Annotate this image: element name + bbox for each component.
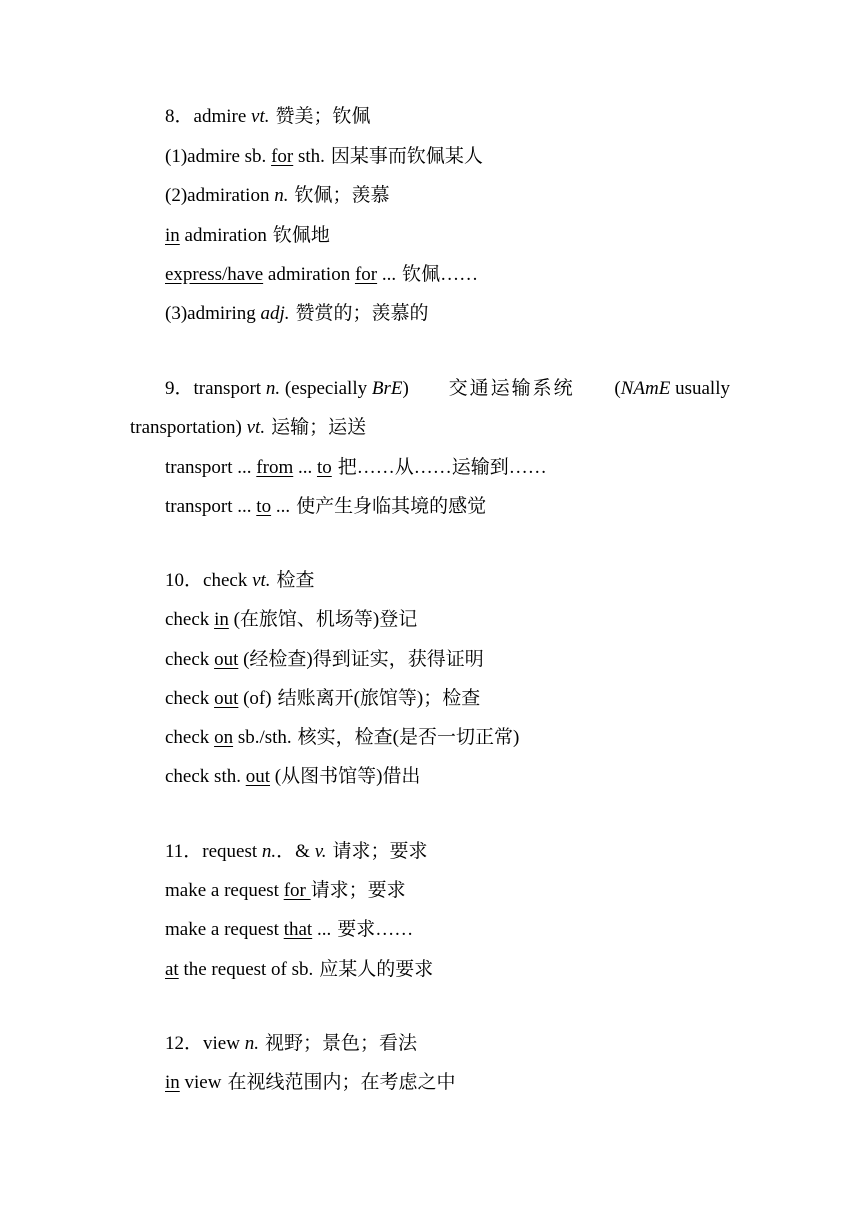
part-of-speech: n. bbox=[265, 378, 281, 399]
entry-8-line-1 bbox=[165, 145, 483, 169]
chinese-gloss: 把……从……运输到…… bbox=[337, 457, 547, 478]
phrase-text: ... bbox=[293, 457, 317, 478]
phrase-text: sb./sth. bbox=[233, 727, 292, 748]
entry-number: 10． bbox=[165, 570, 204, 591]
entry-8-line-3 bbox=[165, 224, 330, 248]
phrase-text: admiration bbox=[263, 264, 355, 285]
entry-11-line-2 bbox=[165, 918, 413, 942]
chinese-gloss: 请求；要求 bbox=[310, 880, 406, 901]
chinese-gloss: 结账离开(旅馆等)；检查 bbox=[277, 688, 481, 709]
headword: transport bbox=[193, 378, 266, 399]
entry-12-heading bbox=[165, 1032, 417, 1056]
phrase-text: admiration bbox=[179, 225, 267, 246]
underlined-word: to bbox=[316, 457, 332, 478]
underlined-word: out bbox=[245, 766, 271, 787]
entry-11-line-1 bbox=[165, 879, 406, 903]
entry-10-line-2 bbox=[165, 648, 484, 672]
part-of-speech: vt. bbox=[246, 417, 266, 438]
heading-right bbox=[614, 377, 730, 401]
phrase-text: (从图书馆等)借出 bbox=[270, 766, 421, 787]
part-of-speech: vt. bbox=[251, 106, 270, 127]
entry-8-line-2 bbox=[165, 184, 389, 208]
underlined-word: in bbox=[165, 225, 180, 246]
chinese-gloss: 钦佩地 bbox=[272, 225, 330, 246]
part-of-speech: v. bbox=[314, 841, 327, 862]
underlined-word: for bbox=[283, 880, 311, 901]
heading-left bbox=[165, 377, 409, 401]
entry-12-line-1 bbox=[165, 1071, 455, 1095]
phrase-text: ... bbox=[312, 919, 332, 940]
phrase-text: (3)admiring bbox=[165, 303, 261, 324]
phrase-text: sth. bbox=[293, 146, 325, 167]
chinese-gloss: 因某事而钦佩某人 bbox=[330, 146, 483, 167]
chinese-gloss: 赞美；钦佩 bbox=[275, 106, 371, 127]
headword: view bbox=[203, 1033, 245, 1054]
phrase-text: (2)admiration bbox=[165, 185, 275, 206]
headword: admire bbox=[193, 106, 252, 127]
part-of-speech: n. bbox=[274, 185, 289, 206]
chinese-gloss: 核实，检查(是否一切正常) bbox=[297, 727, 520, 748]
entry-8-line-4 bbox=[165, 263, 478, 287]
headword: request bbox=[202, 841, 262, 862]
chinese-gloss: 赞赏的；羡慕的 bbox=[295, 303, 429, 324]
underlined-word: in bbox=[165, 1072, 180, 1093]
entry-9-continuation bbox=[130, 416, 366, 440]
entry-number: 9． bbox=[165, 378, 194, 399]
part-of-speech: adj. bbox=[260, 303, 290, 324]
part-of-speech: n. bbox=[244, 1033, 259, 1054]
phrase-text: ... bbox=[377, 264, 397, 285]
underlined-word: that bbox=[283, 919, 313, 940]
phrase-text: make a request bbox=[165, 919, 284, 940]
entry-9-line-2 bbox=[165, 495, 486, 519]
entry-number: 8． bbox=[165, 106, 194, 127]
phrase-text: (especially bbox=[280, 378, 372, 399]
underlined-word: out bbox=[214, 688, 239, 709]
phrase-text: usually bbox=[670, 378, 730, 399]
phrase-text: transportation) bbox=[130, 417, 247, 438]
chinese-gloss: 视野；景色；看法 bbox=[264, 1033, 417, 1054]
chinese-gloss: 请求；要求 bbox=[332, 841, 428, 862]
phrase-text: check bbox=[165, 609, 215, 630]
phrase-text: check bbox=[165, 688, 215, 709]
chinese-gloss: 使产生身临其境的感觉 bbox=[296, 496, 487, 517]
entry-11-line-3 bbox=[165, 958, 433, 982]
entry-9-heading bbox=[165, 377, 730, 401]
dialect-label: NAmE bbox=[620, 378, 671, 399]
underlined-word: on bbox=[214, 727, 234, 748]
phrase-text: (经检查)得到证实，获得证明 bbox=[238, 649, 484, 670]
entry-10-heading bbox=[165, 569, 315, 593]
underlined-word: express/have bbox=[165, 264, 264, 285]
phrase-text: check bbox=[165, 649, 215, 670]
entry-10-line-1 bbox=[165, 608, 417, 632]
entry-10-line-4 bbox=[165, 726, 519, 750]
part-of-speech: vt. bbox=[252, 570, 271, 591]
phrase-text: check bbox=[165, 727, 215, 748]
phrase-text: (1)admire sb. bbox=[165, 146, 272, 167]
phrase-text: (在旅馆、机场等)登记 bbox=[228, 609, 418, 630]
underlined-word: for bbox=[271, 146, 294, 167]
part-of-speech: n. bbox=[261, 841, 277, 862]
underlined-word: for bbox=[354, 264, 378, 285]
underlined-word: in bbox=[214, 609, 229, 630]
phrase-text: view bbox=[179, 1072, 222, 1093]
entry-10-line-3 bbox=[165, 687, 480, 711]
entry-number: 12． bbox=[165, 1033, 204, 1054]
underlined-word: from bbox=[256, 457, 294, 478]
phrase-text: ．& bbox=[276, 841, 315, 862]
entry-9-line-1 bbox=[165, 456, 547, 480]
phrase-text: (of) bbox=[238, 688, 272, 709]
dialect-label: BrE bbox=[371, 378, 403, 399]
phrase-text: ... bbox=[271, 496, 291, 517]
phrase-text: ( bbox=[614, 378, 621, 399]
entry-11-heading bbox=[165, 840, 428, 864]
phrase-text: check sth. bbox=[165, 766, 246, 787]
chinese-gloss: 检查 bbox=[276, 570, 315, 591]
phrase-text: make a request bbox=[165, 880, 284, 901]
chinese-gloss: 要求…… bbox=[337, 919, 414, 940]
entry-8-heading bbox=[165, 105, 371, 129]
headword: check bbox=[203, 570, 253, 591]
phrase-text: the request of sb. bbox=[178, 959, 314, 980]
entry-number: 11． bbox=[165, 841, 203, 862]
entry-8-line-5 bbox=[165, 302, 429, 326]
underlined-word: out bbox=[214, 649, 239, 670]
phrase-text: transport ... bbox=[165, 457, 257, 478]
chinese-gloss: 钦佩…… bbox=[402, 264, 479, 285]
phrase-text: transport ... bbox=[165, 496, 257, 517]
chinese-gloss: 在视线范围内；在考虑之中 bbox=[227, 1072, 456, 1093]
chinese-gloss: 交通运输系统 bbox=[448, 378, 575, 399]
chinese-gloss: 钦佩；羡慕 bbox=[294, 185, 390, 206]
phrase-text: ) bbox=[402, 378, 409, 399]
underlined-word: to bbox=[256, 496, 272, 517]
underlined-word: at bbox=[165, 959, 179, 980]
chinese-gloss: 运输；运送 bbox=[271, 417, 367, 438]
entry-10-line-5 bbox=[165, 765, 420, 789]
chinese-gloss: 应某人的要求 bbox=[319, 959, 434, 980]
